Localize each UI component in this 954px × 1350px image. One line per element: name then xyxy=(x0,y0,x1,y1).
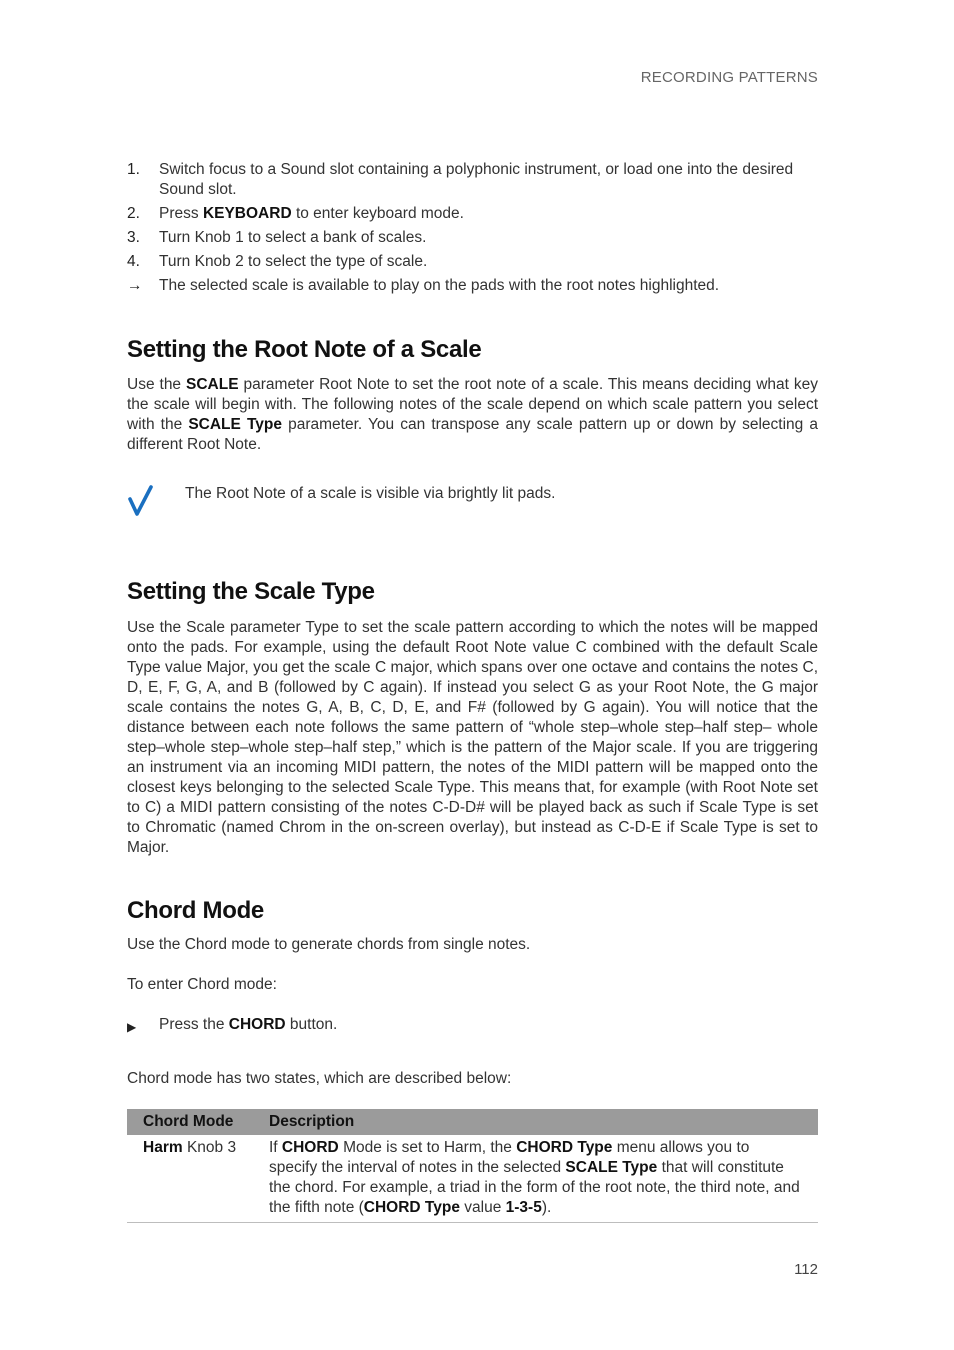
table-header-cell: Description xyxy=(253,1109,818,1135)
table-row xyxy=(127,1135,818,1223)
section-paragraph: Use the Scale parameter Type to set the scale pattern according to which the notes will be mapped onto the pads. For example, using the default Root Note value C combined with the default Scale Type value Major, you get the scale C major, which spans over one octave and contains the notes C, D, E, F, G, A, and B (followed by C again). If instead you select G as your Root Note, the G major scale contains the notes G, A, B, C, D, E, and F# (followed by G again). You will notice that the distance between each note follows the same pattern of “whole step–whole step–half step– whole step–whole step–whole step–half step,” which is the pattern of the Major scale. If you are triggering an instrument via an incoming MIDI pattern, the notes of the MIDI pattern will be mapped onto the closest keys belonging to the selected Scale Type. This means that, for example (with Root Note set to C) a MIDI pattern consisting of the notes C-D-D# will be played back as such if Scale Type is set to Chromatic (named Chrom in the on-screen overlay), but instead as C-D-E if Scale Type is set to Major. xyxy=(127,619,818,856)
note-text: The Root Note of a scale is visible via brightly lit pads. xyxy=(185,485,556,502)
list-item xyxy=(127,228,818,248)
list-item xyxy=(127,276,818,296)
keyword: CHORD xyxy=(228,1016,286,1033)
running-head: RECORDING PATTERNS xyxy=(640,69,818,86)
table-header-cell: Chord Mode xyxy=(127,1109,253,1135)
section-heading: Chord Mode xyxy=(127,897,264,924)
result-arrow-icon: → xyxy=(127,277,143,294)
step-text: Switch focus to a Sound slot containing a polyphonic instrument, or load one into the desired Sound slot. xyxy=(159,161,794,198)
step-text: Press the CHORD button. xyxy=(159,1016,338,1033)
checkmark-icon xyxy=(127,484,185,525)
play-triangle-icon: ▶ xyxy=(127,1020,137,1034)
list-item xyxy=(127,204,818,224)
step-text: Turn Knob 1 to select a bank of scales. xyxy=(159,229,427,246)
section-paragraph: To enter Chord mode: xyxy=(127,976,277,993)
note-box xyxy=(127,484,818,525)
table-cell: Harm Knob 3 xyxy=(127,1135,253,1223)
step-number: 3. xyxy=(127,229,140,246)
page-number: 112 xyxy=(794,1261,818,1278)
step-number: 1. xyxy=(127,161,140,178)
step-text: Press KEYBOARD to enter keyboard mode. xyxy=(159,205,464,222)
step-text: Turn Knob 2 to select the type of scale. xyxy=(159,253,428,270)
table-header-row xyxy=(127,1109,818,1135)
section-scale-type xyxy=(127,578,818,858)
list-item xyxy=(127,252,818,272)
section-paragraph: Chord mode has two states, which are described below: xyxy=(127,1070,512,1087)
step-number: 2. xyxy=(127,205,140,222)
keyword: KEYBOARD xyxy=(202,205,292,222)
list-item xyxy=(127,160,818,200)
section-paragraph: Use the Chord mode to generate chords from single notes. xyxy=(127,936,531,953)
steps-list xyxy=(127,160,818,300)
section-chord-mode xyxy=(127,897,818,1223)
chord-mode-table xyxy=(127,1109,818,1223)
section-heading: Setting the Scale Type xyxy=(127,578,375,605)
step-number: 4. xyxy=(127,253,140,270)
step-text: The selected scale is available to play on the pads with the root notes highlighted. xyxy=(159,277,720,294)
list-item xyxy=(127,1015,818,1037)
section-paragraph: Use the SCALE parameter Root Note to set the root note of a scale. This means deciding what key the scale will begin with. The following notes of the scale depend on which scale pattern you select with the SCALE Type parameter. You can transpose any scale pattern up or down by selecting a different Root Note. xyxy=(127,376,819,453)
section-heading: Setting the Root Note of a Scale xyxy=(127,336,482,363)
section-root-note xyxy=(127,336,818,455)
table-cell: If CHORD Mode is set to Harm, the CHORD Type menu allows you to specify the interval of notes in the selected SCALE Type that will constitute the chord. For example, a triad in the form of the root note, the third note, and the fifth note (CHORD Type value 1-3-5). xyxy=(253,1135,818,1223)
